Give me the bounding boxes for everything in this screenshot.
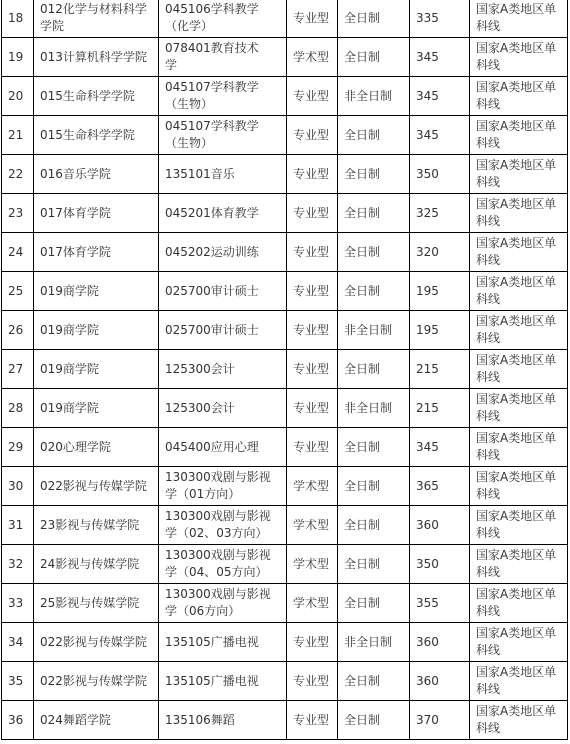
row-number-cell: 33 [2, 584, 34, 623]
line-category-cell: 国家A类地区单 科线 [470, 623, 568, 662]
college-name-cell: 23影视与传媒学院 [34, 506, 159, 545]
score-line-cell: 360 [410, 506, 470, 545]
study-mode-cell: 全日制 [338, 0, 410, 38]
college-name-cell: 017体育学院 [34, 233, 159, 272]
college-name-cell: 019商学院 [34, 272, 159, 311]
row-number-cell: 24 [2, 233, 34, 272]
major-name-cell: 135106舞蹈 [159, 701, 287, 740]
degree-type-cell: 专业型 [287, 701, 338, 740]
score-line-cell: 345 [410, 77, 470, 116]
score-line-cell: 355 [410, 584, 470, 623]
college-name-cell: 017体育学院 [34, 194, 159, 233]
study-mode-cell: 非全日制 [338, 623, 410, 662]
score-line-cell: 345 [410, 116, 470, 155]
degree-type-cell: 专业型 [287, 623, 338, 662]
degree-type-cell: 学术型 [287, 467, 338, 506]
degree-type-cell: 专业型 [287, 350, 338, 389]
line-category-cell: 国家A类地区单 科线 [470, 155, 568, 194]
college-name-cell: 022影视与传媒学院 [34, 662, 159, 701]
college-name-cell: 24影视与传媒学院 [34, 545, 159, 584]
line-category-cell: 国家A类地区单 科线 [470, 0, 568, 38]
study-mode-cell: 全日制 [338, 506, 410, 545]
row-number-cell: 26 [2, 311, 34, 350]
table-row [2, 584, 568, 623]
score-line-cell: 360 [410, 662, 470, 701]
study-mode-cell: 非全日制 [338, 389, 410, 428]
row-number-cell: 25 [2, 272, 34, 311]
degree-type-cell: 专业型 [287, 311, 338, 350]
study-mode-cell: 全日制 [338, 545, 410, 584]
study-mode-cell: 全日制 [338, 350, 410, 389]
table-row [2, 0, 568, 38]
study-mode-cell: 全日制 [338, 155, 410, 194]
table-row [2, 623, 568, 662]
degree-type-cell: 学术型 [287, 584, 338, 623]
line-category-cell: 国家A类地区单 科线 [470, 272, 568, 311]
row-number-cell: 31 [2, 506, 34, 545]
major-name-cell: 045106学科教学 （化学） [159, 0, 287, 38]
score-line-cell: 215 [410, 389, 470, 428]
row-number-cell: 28 [2, 389, 34, 428]
row-number-cell: 34 [2, 623, 34, 662]
line-category-cell: 国家A类地区单 科线 [470, 389, 568, 428]
degree-type-cell: 专业型 [287, 389, 338, 428]
college-name-cell: 012化学与材料科学 学院 [34, 0, 159, 38]
major-name-cell: 045107学科教学 （生物） [159, 116, 287, 155]
score-line-cell: 320 [410, 233, 470, 272]
line-category-cell: 国家A类地区单 科线 [470, 233, 568, 272]
row-number-cell: 36 [2, 701, 34, 740]
row-number-cell: 20 [2, 77, 34, 116]
study-mode-cell: 全日制 [338, 233, 410, 272]
table-row [2, 155, 568, 194]
major-name-cell: 135101音乐 [159, 155, 287, 194]
table-row [2, 194, 568, 233]
college-name-cell: 022影视与传媒学院 [34, 467, 159, 506]
study-mode-cell: 全日制 [338, 116, 410, 155]
score-line-cell: 325 [410, 194, 470, 233]
major-name-cell: 135105广播电视 [159, 623, 287, 662]
study-mode-cell: 全日制 [338, 194, 410, 233]
table-row [2, 350, 568, 389]
degree-type-cell: 专业型 [287, 428, 338, 467]
score-line-cell: 195 [410, 272, 470, 311]
row-number-cell: 30 [2, 467, 34, 506]
score-line-cell: 345 [410, 38, 470, 77]
major-name-cell: 025700审计硕士 [159, 311, 287, 350]
degree-type-cell: 学术型 [287, 506, 338, 545]
degree-type-cell: 专业型 [287, 662, 338, 701]
score-line-cell: 350 [410, 545, 470, 584]
study-mode-cell: 全日制 [338, 701, 410, 740]
college-name-cell: 015生命科学学院 [34, 77, 159, 116]
study-mode-cell: 全日制 [338, 38, 410, 77]
degree-type-cell: 学术型 [287, 545, 338, 584]
study-mode-cell: 全日制 [338, 428, 410, 467]
line-category-cell: 国家A类地区单 科线 [470, 662, 568, 701]
study-mode-cell: 全日制 [338, 662, 410, 701]
score-line-cell: 335 [410, 0, 470, 38]
table-row [2, 389, 568, 428]
college-name-cell: 022影视与传媒学院 [34, 623, 159, 662]
line-category-cell: 国家A类地区单 科线 [470, 350, 568, 389]
degree-type-cell: 专业型 [287, 233, 338, 272]
row-number-cell: 35 [2, 662, 34, 701]
line-category-cell: 国家A类地区单 科线 [470, 311, 568, 350]
line-category-cell: 国家A类地区单 科线 [470, 701, 568, 740]
table-row [2, 272, 568, 311]
row-number-cell: 22 [2, 155, 34, 194]
major-name-cell: 045202运动训练 [159, 233, 287, 272]
row-number-cell: 18 [2, 0, 34, 38]
score-line-cell: 365 [410, 467, 470, 506]
score-line-cell: 215 [410, 350, 470, 389]
degree-type-cell: 专业型 [287, 0, 338, 38]
degree-type-cell: 专业型 [287, 194, 338, 233]
table-row [2, 38, 568, 77]
score-line-cell: 360 [410, 623, 470, 662]
table-body [2, 0, 568, 740]
college-name-cell: 019商学院 [34, 311, 159, 350]
major-name-cell: 135105广播电视 [159, 662, 287, 701]
college-name-cell: 019商学院 [34, 350, 159, 389]
degree-type-cell: 专业型 [287, 272, 338, 311]
study-mode-cell: 非全日制 [338, 77, 410, 116]
study-mode-cell: 全日制 [338, 584, 410, 623]
college-name-cell: 015生命科学学院 [34, 116, 159, 155]
row-number-cell: 19 [2, 38, 34, 77]
row-number-cell: 23 [2, 194, 34, 233]
major-name-cell: 130300戏剧与影视 学（06方向） [159, 584, 287, 623]
line-category-cell: 国家A类地区单 科线 [470, 38, 568, 77]
major-name-cell: 130300戏剧与影视 学（01方向） [159, 467, 287, 506]
major-name-cell: 078401教育技术 学 [159, 38, 287, 77]
table-row [2, 506, 568, 545]
line-category-cell: 国家A类地区单 科线 [470, 545, 568, 584]
degree-type-cell: 学术型 [287, 38, 338, 77]
table-row [2, 428, 568, 467]
score-table [1, 0, 568, 740]
line-category-cell: 国家A类地区单 科线 [470, 506, 568, 545]
line-category-cell: 国家A类地区单 科线 [470, 428, 568, 467]
major-name-cell: 130300戏剧与影视 学（02、03方向） [159, 506, 287, 545]
college-name-cell: 25影视与传媒学院 [34, 584, 159, 623]
major-name-cell: 025700审计硕士 [159, 272, 287, 311]
major-name-cell: 045107学科教学 （生物） [159, 77, 287, 116]
degree-type-cell: 专业型 [287, 116, 338, 155]
table-row [2, 662, 568, 701]
line-category-cell: 国家A类地区单 科线 [470, 467, 568, 506]
college-name-cell: 019商学院 [34, 389, 159, 428]
table-row [2, 233, 568, 272]
row-number-cell: 27 [2, 350, 34, 389]
major-name-cell: 045400应用心理 [159, 428, 287, 467]
degree-type-cell: 专业型 [287, 77, 338, 116]
line-category-cell: 国家A类地区单 科线 [470, 116, 568, 155]
table-row [2, 116, 568, 155]
table-row [2, 311, 568, 350]
major-name-cell: 125300会计 [159, 389, 287, 428]
college-name-cell: 016音乐学院 [34, 155, 159, 194]
table-row [2, 701, 568, 740]
college-name-cell: 024舞蹈学院 [34, 701, 159, 740]
row-number-cell: 32 [2, 545, 34, 584]
table-row [2, 545, 568, 584]
college-name-cell: 013计算机科学学院 [34, 38, 159, 77]
score-line-cell: 370 [410, 701, 470, 740]
study-mode-cell: 全日制 [338, 467, 410, 506]
major-name-cell: 045201体育教学 [159, 194, 287, 233]
major-name-cell: 130300戏剧与影视 学（04、05方向） [159, 545, 287, 584]
study-mode-cell: 全日制 [338, 272, 410, 311]
college-name-cell: 020心理学院 [34, 428, 159, 467]
line-category-cell: 国家A类地区单 科线 [470, 584, 568, 623]
line-category-cell: 国家A类地区单 科线 [470, 194, 568, 233]
major-name-cell: 125300会计 [159, 350, 287, 389]
score-line-cell: 195 [410, 311, 470, 350]
table-row [2, 467, 568, 506]
line-category-cell: 国家A类地区单 科线 [470, 77, 568, 116]
score-line-cell: 345 [410, 428, 470, 467]
study-mode-cell: 非全日制 [338, 311, 410, 350]
row-number-cell: 21 [2, 116, 34, 155]
row-number-cell: 29 [2, 428, 34, 467]
degree-type-cell: 专业型 [287, 155, 338, 194]
score-line-cell: 350 [410, 155, 470, 194]
table-row [2, 77, 568, 116]
